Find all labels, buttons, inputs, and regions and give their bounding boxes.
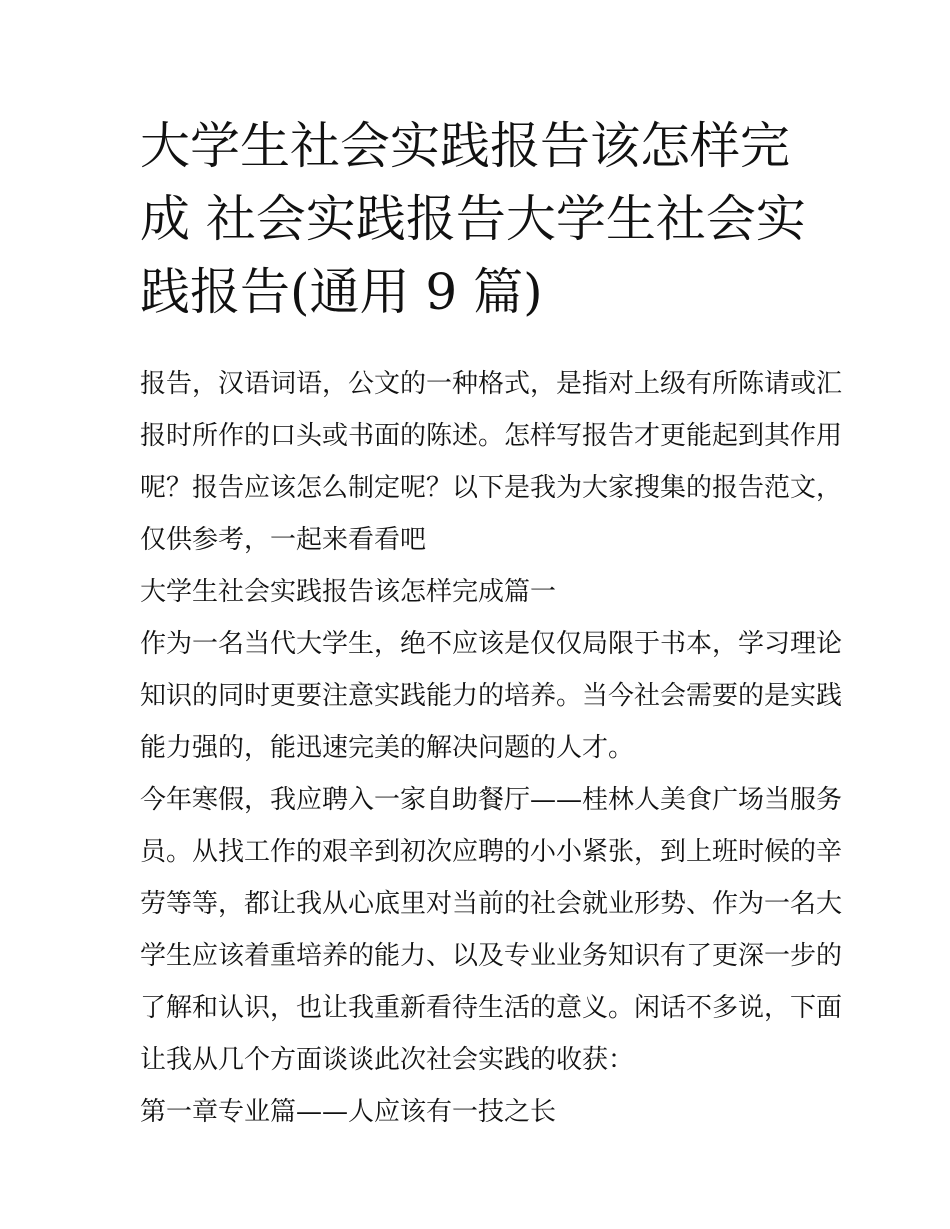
paragraph-2-line-6: 让我从几个方面谈谈此次社会实践的收获： — [140, 1045, 635, 1075]
title-line-1: 大学生社会实践报告该怎样完 — [140, 117, 790, 175]
title-line-3: 践报告(通用 9 篇) — [140, 263, 543, 321]
paragraph-1-line-2: 知识的同时更要注意实践能力的培养。当今社会需要的是实践 — [140, 681, 843, 711]
title-line-2: 成 社会实践报告大学生社会实 — [140, 190, 806, 248]
paragraph-2-line-3: 劳等等，都让我从心底里对当前的社会就业形势、作为一名大 — [140, 889, 843, 919]
section-heading-1: 大学生社会实践报告该怎样完成篇一 — [140, 577, 557, 607]
intro-line-2: 报时所作的口头或书面的陈述。怎样写报告才更能起到其作用 — [140, 421, 843, 451]
paragraph-2-line-2: 员。从找工作的艰辛到初次应聘的小小紧张，到上班时候的辛 — [140, 837, 843, 867]
intro-line-1: 报告，汉语词语，公文的一种格式，是指对上级有所陈请或汇 — [140, 369, 843, 399]
paragraph-2-line-4: 学生应该着重培养的能力、以及专业业务知识有了更深一步的 — [140, 941, 843, 971]
chapter-heading-1: 第一章专业篇——人应该有一技之长 — [140, 1097, 557, 1127]
document-body — [140, 358, 843, 1138]
paragraph-1-line-1: 作为一名当代大学生，绝不应该是仅仅局限于书本，学习理论 — [140, 629, 843, 659]
paragraph-2-line-5: 了解和认识，也让我重新看待生活的意义。闲话不多说，下面 — [140, 993, 843, 1023]
paragraph-1-line-3: 能力强的，能迅速完美的解决问题的人才。 — [140, 733, 635, 763]
document-title — [140, 110, 820, 329]
intro-line-4: 仅供参考，一起来看看吧 — [140, 525, 427, 555]
paragraph-2-line-1: 今年寒假，我应聘入一家自助餐厅——桂林人美食广场当服务 — [140, 785, 843, 815]
intro-line-3: 呢？报告应该怎么制定呢？以下是我为大家搜集的报告范文， — [140, 473, 843, 503]
